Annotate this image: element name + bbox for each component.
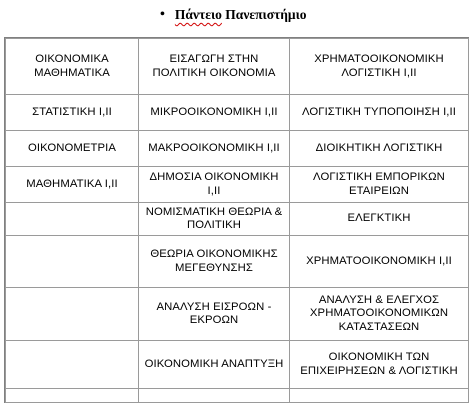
table-row	[6, 341, 469, 389]
heading-rest: Πανεπιστήμιο	[221, 7, 307, 22]
table-cell: ΘΕΩΡΙΑ ΟΙΚΟΝΟΜΙΚΗΣ ΜΕΓΕΘΥΝΣΗΣ	[139, 236, 290, 288]
table-cell: ΟΙΚΟΝΟΜΙΚΑ ΜΑΘΗΜΑΤΙΚΑ	[6, 39, 139, 95]
table-row	[6, 389, 469, 403]
table-row	[6, 131, 469, 167]
table-cell: ΧΡΗΜΑΤΟΟΙΚΟΝΟΜΙΚΗ ΛΟΓΙΣΤΙΚΗ Ι,ΙΙ	[290, 39, 469, 95]
table-cell	[6, 389, 139, 403]
table-row	[6, 203, 469, 236]
table-cell: ΛΟΓΙΣΤΙΚΗ ΤΥΠΟΠΟΙΗΣΗ Ι,ΙΙ	[290, 95, 469, 131]
table-cell: ΛΟΓΙΣΤΙΚΗ ΕΜΠΟΡΙΚΩΝ ΕΤΑΙΡΕΙΩΝ	[290, 167, 469, 203]
table-cell: ΟΙΚΟΝΟΜΙΚΗ ΤΩΝ ΕΠΙΧΕΙΡΗΣΕΩΝ & ΛΟΓΙΣΤΙΚΗ	[290, 341, 469, 389]
table-cell: ΑΝΑΛΥΣΗ ΕΙΣΡΟΩΝ - ΕΚΡΟΩΝ	[139, 288, 290, 341]
bullet-icon: •	[160, 7, 165, 22]
table-cell	[6, 203, 139, 236]
table-cell: ΟΙΚΟΝΟΜΕΤΡΙΑ	[6, 131, 139, 167]
table-cell: ΔΙΟΙΚΗΤΙΚΗ ΛΟΓΙΣΤΙΚΗ	[290, 131, 469, 167]
course-table-frame	[4, 37, 469, 403]
table-row	[6, 39, 469, 95]
table-cell	[290, 389, 469, 403]
document-heading	[160, 5, 307, 25]
table-cell: ΜΑΚΡΟΟΙΚΟΝΟΜΙΚΗ Ι,ΙΙ	[139, 131, 290, 167]
course-table	[5, 38, 469, 403]
table-cell: ΜΑΘΗΜΑΤΙΚΑ Ι,ΙΙ	[6, 167, 139, 203]
table-cell: ΣΤΑΤΙΣΤΙΚΗ Ι,ΙΙ	[6, 95, 139, 131]
table-cell	[6, 341, 139, 389]
table-row	[6, 95, 469, 131]
table-cell: ΝΟΜΙΣΜΑΤΙΚΗ ΘΕΩΡΙΑ & ΠΟΛΙΤΙΚΗ	[139, 203, 290, 236]
table-row	[6, 167, 469, 203]
table-cell: ΜΙΚΡΟΟΙΚΟΝΟΜΙΚΗ Ι,ΙΙ	[139, 95, 290, 131]
table-cell: ΟΙΚΟΝΟΜΙΚΗ ΑΝΑΠΤΥΞΗ	[139, 341, 290, 389]
table-cell: ΕΙΣΑΓΩΓΗ ΣΤΗΝ ΠΟΛΙΤΙΚΗ ΟΙΚΟΝΟΜΙΑ	[139, 39, 290, 95]
table-cell: ΔΗΜΟΣΙΑ ΟΙΚΟΝΟΜΙΚΗ Ι,ΙΙ	[139, 167, 290, 203]
table-cell: ΧΡΗΜΑΤΟΟΙΚΟΝΟΜΙΚΗ Ι,ΙΙ	[290, 236, 469, 288]
table-cell	[6, 288, 139, 341]
table-cell	[139, 389, 290, 403]
heading-first-word: Πάντειο	[174, 7, 222, 22]
table-row	[6, 236, 469, 288]
table-row	[6, 288, 469, 341]
table-cell: ΕΛΕΓΚΤΙΚΗ	[290, 203, 469, 236]
table-cell	[6, 236, 139, 288]
table-cell: ΑΝΑΛΥΣΗ & ΕΛΕΓΧΟΣ ΧΡΗΜΑΤΟΟΙΚΟΝΟΜΙΚΩΝ ΚΑΤΑΣΤΑΣΕΩΝ	[290, 288, 469, 341]
